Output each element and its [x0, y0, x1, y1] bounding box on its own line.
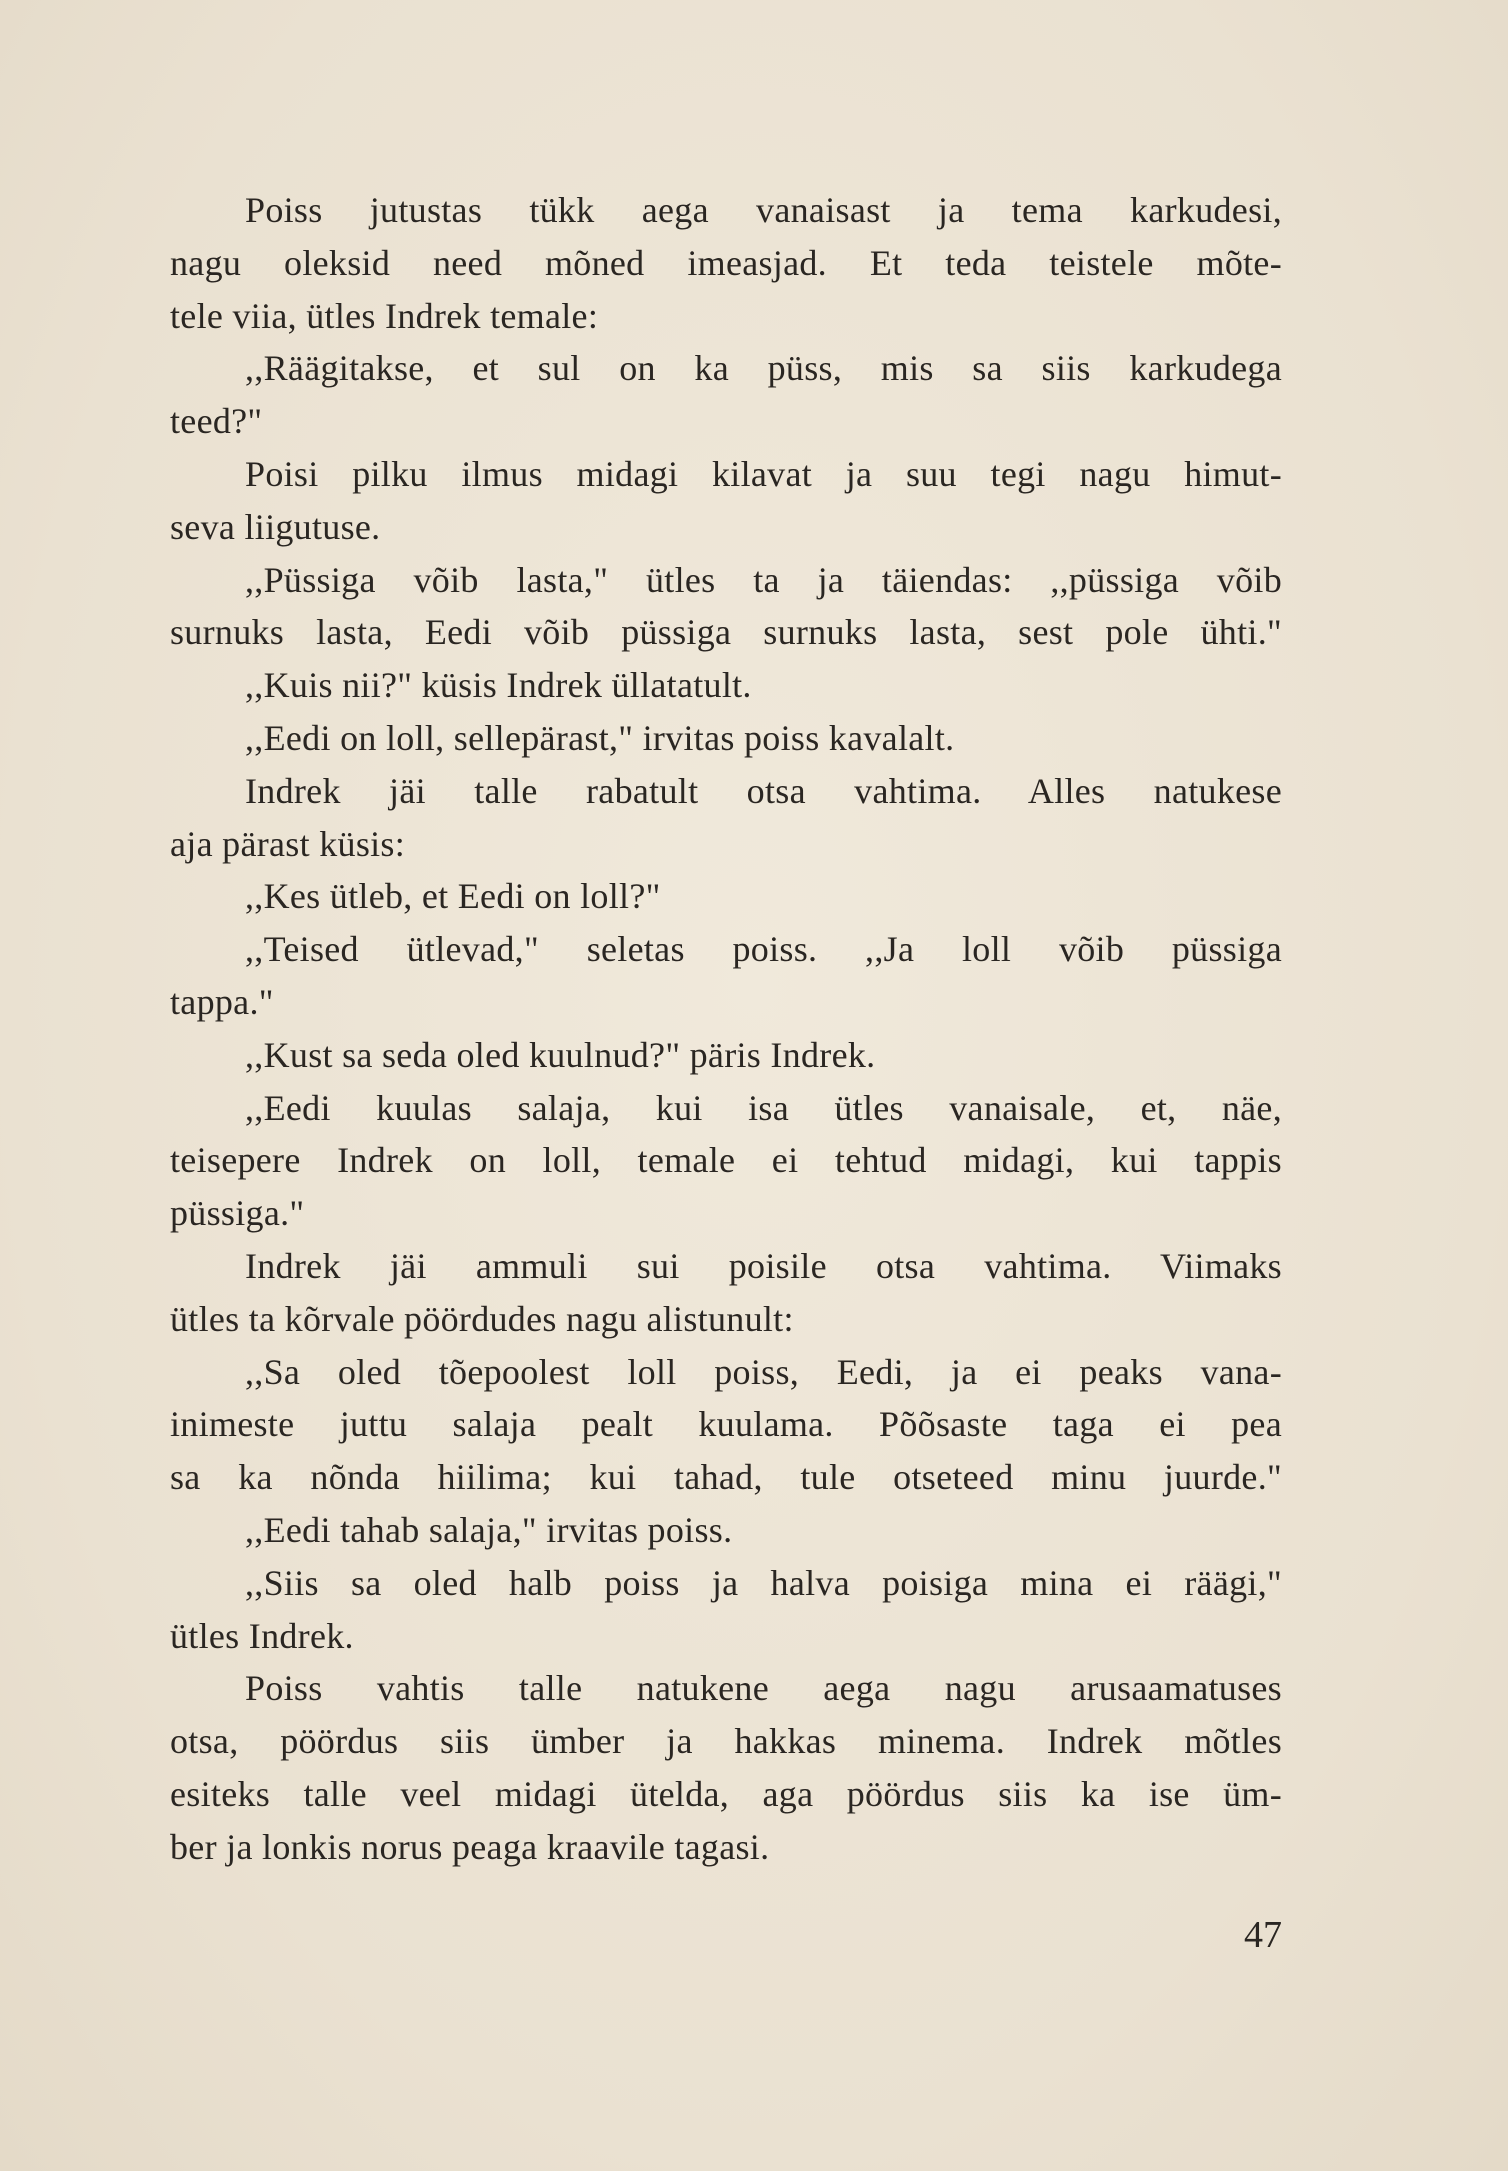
text-line: ,,Eedi kuulas salaja, kui isa ütles vanaisale, et, näe,: [245, 1087, 1282, 1128]
text-line: inimeste juttu salaja pealt kuulama. Põõsaste taga ei pea: [170, 1404, 1282, 1445]
text-line: sa ka nõnda hiilima; kui tahad, tule otseteed minu juurde.": [170, 1457, 1282, 1498]
text-line: ütles ta kõrvale pöördudes nagu alistunult:: [170, 1298, 794, 1339]
text-line: ,,Siis sa oled halb poiss ja halva poisiga mina ei räägi,": [245, 1562, 1282, 1603]
text-line: ,,Kes ütleb, et Eedi on loll?": [245, 876, 661, 917]
text-line: ,,Eedi on loll, sellepärast," irvitas poiss kavalalt.: [245, 717, 955, 758]
text-line: püssiga.": [170, 1193, 305, 1234]
text-line: teisepere Indrek on loll, temale ei tehtud midagi, kui tappis: [170, 1140, 1282, 1181]
text-line: Indrek jäi ammuli sui poisile otsa vahtima. Viimaks: [245, 1245, 1282, 1286]
text-line: ber ja lonkis norus peaga kraavile tagasi.: [170, 1826, 770, 1867]
text-line: ,,Teised ütlevad," seletas poiss. ,,Ja loll võib püssiga: [245, 929, 1282, 970]
text-line: ,,Püssiga võib lasta," ütles ta ja täiendas: ,,püssiga võib: [245, 559, 1282, 600]
text-line: teed?": [170, 401, 263, 442]
text-line: tele viia, ütles Indrek temale:: [170, 295, 599, 336]
text-line: esiteks talle veel midagi ütelda, aga pöördus siis ka ise üm-: [170, 1773, 1282, 1814]
text-line: seva liigutuse.: [170, 506, 381, 547]
text-line: ,,Sa oled tõepoolest loll poiss, Eedi, ja ei peaks vana-: [245, 1351, 1282, 1392]
text-line: Poisi pilku ilmus midagi kilavat ja suu tegi nagu himut-: [245, 453, 1282, 494]
page-number: 47: [1244, 1914, 1282, 1956]
text-line: ütles Indrek.: [170, 1615, 354, 1656]
text-line: Poiss vahtis talle natukene aega nagu arusaamatuses: [245, 1668, 1282, 1709]
text-line: Poiss jutustas tükk aega vanaisast ja tema karkudesi,: [245, 190, 1282, 230]
text-line: ,,Eedi tahab salaja," irvitas poiss.: [245, 1509, 733, 1550]
text-line: tappa.": [170, 981, 274, 1022]
text-line: otsa, pöördus siis ümber ja hakkas minema. Indrek mõtles: [170, 1721, 1282, 1762]
text-line: ,,Kuis nii?" küsis Indrek üllatatult.: [245, 665, 752, 706]
text-line: ,,Kust sa seda oled kuulnud?" päris Indrek.: [245, 1034, 876, 1075]
page-body-text: [170, 184, 1282, 1874]
text-line: nagu oleksid need mõned imeasjad. Et teda teistele mõte-: [170, 242, 1282, 283]
text-line: aja pärast küsis:: [170, 823, 406, 864]
text-line: ,,Räägitakse, et sul on ka püss, mis sa siis karkudega: [245, 348, 1282, 389]
text-line: surnuks lasta, Eedi võib püssiga surnuks lasta, sest pole ühti.": [170, 612, 1282, 653]
text-line: Indrek jäi talle rabatult otsa vahtima. Alles natukese: [245, 770, 1282, 811]
